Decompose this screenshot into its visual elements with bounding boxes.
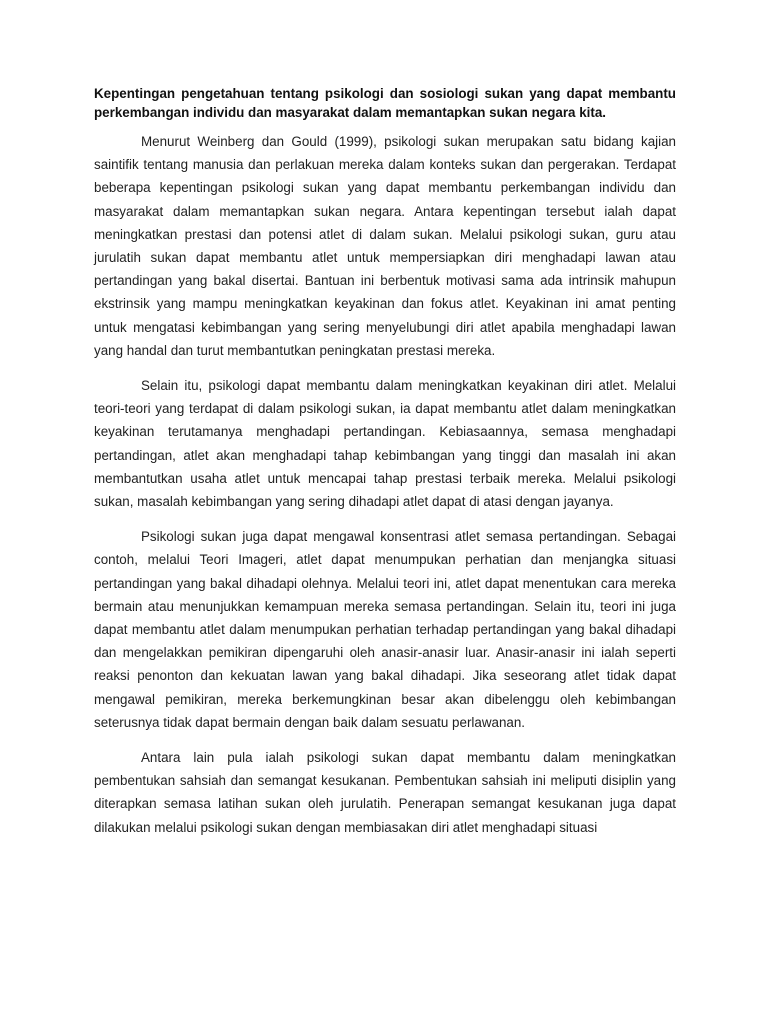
paragraph-4: Antara lain pula ialah psikologi sukan dapat membantu dalam meningkatkan pembentukan sahsiah dan semangat kesukanan. Pembentukan sahsiah ini meliputi disiplin yang diterapkan semasa latihan sukan oleh jurulatih. Penerapan semangat kesukanan juga dapat dilakukan melalui psikologi sukan dengan membiasakan diri atlet menghadapi situasi <box>94 750 676 835</box>
paragraph-1: Menurut Weinberg dan Gould (1999), psikologi sukan merupakan satu bidang kajian saintifik tentang manusia dan perlakuan mereka dalam konteks sukan dan pergerakan. Terdapat beberapa kepentingan psikologi sukan yang dapat membantu perkembangan individu dan masyarakat dalam memantapkan sukan negara. Antara kepentingan tersebut ialah dapat meningkatkan prestasi dan potensi atlet di dalam sukan. Melalui psikologi sukan, guru atau jurulatih sukan dapat membantu atlet untuk mempersiapkan diri menghadapi lawan atau pertandingan yang bakal disertai. Bantuan ini berbentuk motivasi sama ada intrinsik mahupun ekstrinsik yang mampu meningkatkan keyakinan dan fokus atlet. Keyakinan ini amat penting untuk mengatasi kebimbangan yang sering menyelubungi diri atlet apabila menghadapi lawan yang handal dan turut membantutkan peningkatan prestasi mereka. <box>94 134 676 358</box>
document-title: Kepentingan pengetahuan tentang psikologi dan sosiologi sukan yang dapat membantu perkembangan individu dan masyarakat dalam memantapkan sukan negara kita. <box>94 86 676 120</box>
paragraph-2: Selain itu, psikologi dapat membantu dalam meningkatkan keyakinan diri atlet. Melalui teori-teori yang terdapat di dalam psikologi sukan, ia dapat membantu atlet dalam meningkatkan keyakinan terutamanya menghadapi pertandingan. Kebiasaannya, semasa menghadapi pertandingan, atlet akan menghadapi tahap kebimbangan yang tinggi dan masalah ini akan membantutkan usaha atlet untuk mencapai tahap prestasi terbaik mereka. Melalui psikologi sukan, masalah kebimbangan yang sering dihadapi atlet dapat di atasi dengan jayanya. <box>94 378 676 510</box>
paragraph-3: Psikologi sukan juga dapat mengawal konsentrasi atlet semasa pertandingan. Sebagai contoh, melalui Teori Imageri, atlet dapat menumpukan perhatian dan menjangka situasi pertandingan yang bakal dihadapi olehnya. Melalui teori ini, atlet dapat menentukan cara mereka bermain atau menunjukkan kemampuan mereka semasa pertandingan. Selain itu, teori ini juga dapat membantu atlet dalam menumpukan perhatian terhadap pertandingan yang bakal dihadapi dan mengelakkan pemikiran dipengaruhi oleh anasir-anasir luar. Anasir-anasir ini ialah seperti reaksi penonton dan kekuatan lawan yang bakal dihadapi. Jika seseorang atlet tidak dapat mengawal pemikiran, mereka berkemungkinan besar akan dibelenggu oleh kebimbangan seterusnya tidak dapat bermain dengan baik dalam sesuatu perlawanan. <box>94 529 676 730</box>
document-page <box>94 84 676 851</box>
